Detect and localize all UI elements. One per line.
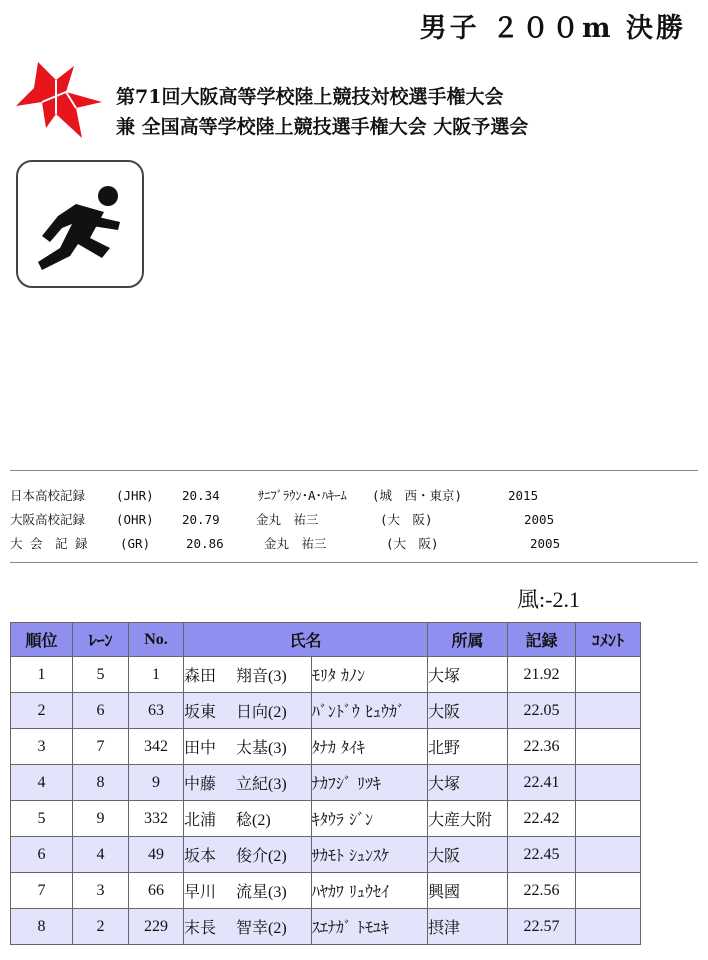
meet-title-line1: 第71回大阪高等学校陸上競技対校選手権大会 <box>116 86 504 108</box>
athlete-kana-cell: ﾊﾞﾝﾄﾞｳ ﾋｭｳｶﾞ <box>311 693 427 729</box>
record-label: 日本高校記録 <box>10 488 86 503</box>
col-lane: ﾚｰﾝ <box>73 623 129 657</box>
athlete-first-name: 智幸(2) <box>236 920 287 937</box>
table-row <box>11 837 641 873</box>
record-holder: ｻﾆﾌﾞﾗｳﾝ･A･ﾊｷｰﾑ <box>258 488 347 503</box>
time-cell: 22.56 <box>508 873 576 909</box>
comment-cell <box>576 729 641 765</box>
sprinter-icon <box>16 160 144 288</box>
rank-cell: 7 <box>11 873 73 909</box>
meet-title-line2: 兼 全国高等学校陸上競技選手権大会 大阪予選会 <box>116 116 529 138</box>
record-pref: (大 阪) <box>386 536 439 551</box>
bib-number-cell: 63 <box>129 693 184 729</box>
bib-number-cell: 229 <box>129 909 184 945</box>
athlete-kana-cell: ﾓﾘﾀ ｶﾉﾝ <box>311 657 427 693</box>
time-cell: 22.42 <box>508 801 576 837</box>
record-code: (JHR) <box>116 488 154 503</box>
team-cell: 大阪 <box>428 837 508 873</box>
rank-cell: 6 <box>11 837 73 873</box>
athlete-name-cell <box>184 801 312 837</box>
col-team: 所属 <box>428 623 508 657</box>
col-name: 氏名 <box>184 623 428 657</box>
table-row <box>11 765 641 801</box>
lane-cell: 9 <box>73 801 129 837</box>
time-cell: 22.36 <box>508 729 576 765</box>
athlete-name-cell <box>184 837 312 873</box>
meet-title <box>116 82 528 142</box>
team-cell: 大阪 <box>428 693 508 729</box>
time-cell: 22.45 <box>508 837 576 873</box>
athlete-kana-cell: ﾀﾅｶ ﾀｲｷ <box>311 729 427 765</box>
athlete-kana-cell: ｷﾀｳﾗ ｼﾞﾝ <box>311 801 427 837</box>
bib-number-cell: 9 <box>129 765 184 801</box>
rank-cell: 5 <box>11 801 73 837</box>
team-cell: 興國 <box>428 873 508 909</box>
comment-cell <box>576 657 641 693</box>
lane-cell: 5 <box>73 657 129 693</box>
col-time: 記録 <box>508 623 576 657</box>
team-cell: 大産大附 <box>428 801 508 837</box>
comment-cell <box>576 693 641 729</box>
rank-cell: 8 <box>11 909 73 945</box>
table-row <box>11 729 641 765</box>
rank-cell: 4 <box>11 765 73 801</box>
athlete-last-name: 早川 <box>184 884 217 901</box>
table-row <box>11 693 641 729</box>
athlete-last-name: 坂本 <box>184 848 217 865</box>
record-label: 大阪高校記録 <box>10 512 86 527</box>
athlete-name-cell <box>184 693 312 729</box>
athlete-first-name: 翔音(3) <box>236 668 287 685</box>
record-year: 2005 <box>530 536 561 551</box>
comment-cell <box>576 837 641 873</box>
bib-number-cell: 342 <box>129 729 184 765</box>
team-cell: 摂津 <box>428 909 508 945</box>
record-holder: 金丸 祐三 <box>264 536 327 551</box>
athlete-kana-cell: ﾊﾔｶﾜ ﾘｭｳｾｲ <box>311 873 427 909</box>
athlete-last-name: 森田 <box>184 668 217 685</box>
red-origami-logo-icon <box>16 62 106 140</box>
team-cell: 大塚 <box>428 657 508 693</box>
col-rank: 順位 <box>11 623 73 657</box>
athlete-name-cell <box>184 657 312 693</box>
time-cell: 22.57 <box>508 909 576 945</box>
athlete-last-name: 北浦 <box>184 812 217 829</box>
lane-cell: 8 <box>73 765 129 801</box>
table-row <box>11 909 641 945</box>
wind-reading: 風:-2.1 <box>517 587 580 612</box>
athlete-last-name: 坂東 <box>184 704 217 721</box>
athlete-first-name: 太基(3) <box>236 740 287 757</box>
bib-number-cell: 66 <box>129 873 184 909</box>
rank-cell: 2 <box>11 693 73 729</box>
athlete-last-name: 中藤 <box>184 776 217 793</box>
team-cell: 北野 <box>428 729 508 765</box>
team-cell: 大塚 <box>428 765 508 801</box>
athlete-last-name: 田中 <box>184 740 217 757</box>
table-row <box>11 873 641 909</box>
athlete-kana-cell: ｽｴﾅｶﾞ ﾄﾓﾕｷ <box>311 909 427 945</box>
results-table <box>10 622 641 945</box>
lane-cell: 4 <box>73 837 129 873</box>
athlete-first-name: 立紀(3) <box>236 776 287 793</box>
athlete-kana-cell: ﾅｶﾌｼﾞ ﾘﾂｷ <box>311 765 427 801</box>
comment-cell <box>576 873 641 909</box>
bib-number-cell: 49 <box>129 837 184 873</box>
lane-cell: 3 <box>73 873 129 909</box>
table-header-row <box>11 623 641 657</box>
athlete-name-cell <box>184 729 312 765</box>
record-label: 大 会 記 録 <box>10 536 88 551</box>
record-year: 2015 <box>508 488 539 503</box>
lane-cell: 7 <box>73 729 129 765</box>
time-cell: 22.41 <box>508 765 576 801</box>
rank-cell: 1 <box>11 657 73 693</box>
comment-cell <box>576 801 641 837</box>
athlete-first-name: 俊介(2) <box>236 848 287 865</box>
record-code: (GR) <box>120 536 151 551</box>
comment-cell <box>576 909 641 945</box>
divider <box>10 562 698 563</box>
bib-number-cell: 332 <box>129 801 184 837</box>
athlete-first-name: 流星(3) <box>236 884 287 901</box>
athlete-name-cell <box>184 873 312 909</box>
time-cell: 22.05 <box>508 693 576 729</box>
col-comment: ｺﾒﾝﾄ <box>576 623 641 657</box>
record-pref: (城 西・東京) <box>372 488 463 503</box>
athlete-first-name: 日向(2) <box>236 704 287 721</box>
lane-cell: 6 <box>73 693 129 729</box>
comment-cell <box>576 765 641 801</box>
event-title: 男子 ２００m 決勝 <box>419 13 686 44</box>
col-no: No. <box>129 623 184 657</box>
record-pref: (大 阪) <box>380 512 433 527</box>
divider <box>10 470 698 471</box>
lane-cell: 2 <box>73 909 129 945</box>
record-holder: 金丸 祐三 <box>256 512 319 527</box>
time-cell: 21.92 <box>508 657 576 693</box>
rank-cell: 3 <box>11 729 73 765</box>
bib-number-cell: 1 <box>129 657 184 693</box>
record-code: (OHR) <box>116 512 154 527</box>
athlete-name-cell <box>184 909 312 945</box>
record-year: 2005 <box>524 512 555 527</box>
record-time: 20.86 <box>186 536 224 551</box>
table-row <box>11 657 641 693</box>
athlete-kana-cell: ｻｶﾓﾄ ｼｭﾝｽｹ <box>311 837 427 873</box>
table-row <box>11 801 641 837</box>
athlete-name-cell <box>184 765 312 801</box>
record-time: 20.79 <box>182 512 220 527</box>
athlete-last-name: 末長 <box>184 920 217 937</box>
athlete-first-name: 稔(2) <box>236 812 271 829</box>
record-time: 20.34 <box>182 488 220 503</box>
